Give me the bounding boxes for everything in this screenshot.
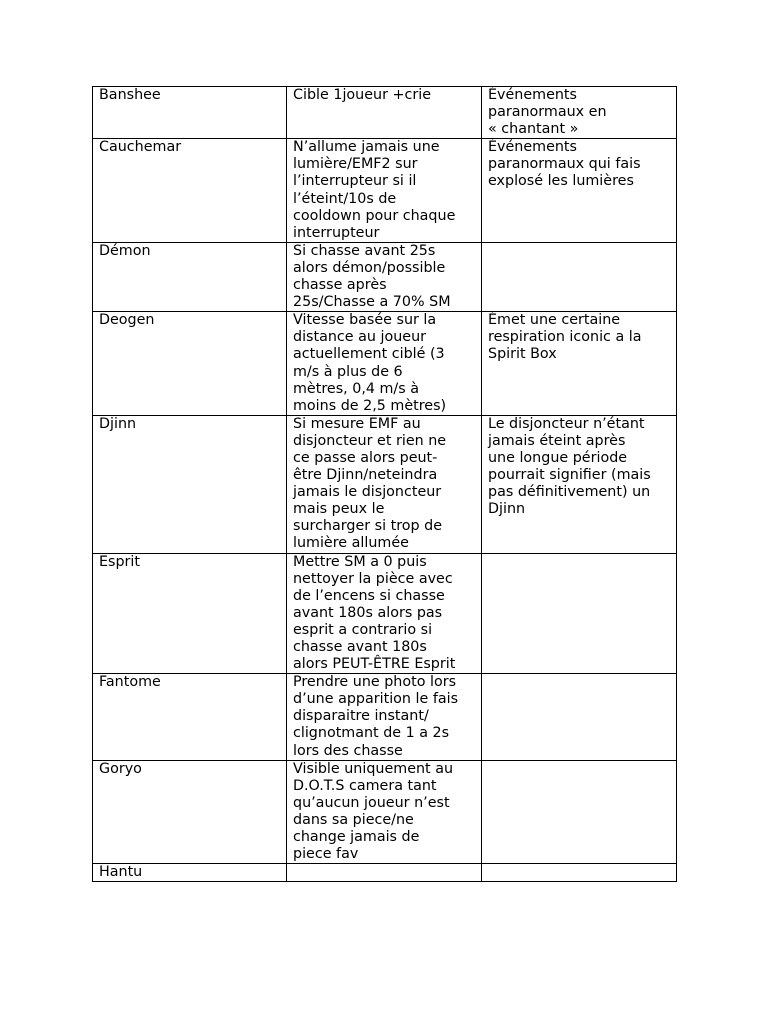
- events-cell: [482, 242, 677, 311]
- table-row: [93, 760, 677, 864]
- ghost-name-cell: Fantome: [93, 674, 287, 760]
- ghost-name-cell: Goryo: [93, 760, 287, 864]
- events-cell: Événements paranormaux qui fais explosé les lumières: [482, 139, 677, 243]
- table-row: [93, 242, 677, 311]
- events-cell: Événements paranormaux en « chantant »: [482, 87, 677, 139]
- events-cell: [482, 674, 677, 760]
- ghost-name-cell: Djinn: [93, 415, 287, 553]
- clue-cell: Cible 1joueur +crie: [287, 87, 482, 139]
- events-cell: [482, 553, 677, 674]
- clue-cell: Vitesse basée sur la distance au joueur actuellement ciblé (3 m/s à plus de 6 mètres, 0,4 m/s à moins de 2,5 mètres): [287, 312, 482, 416]
- events-cell: [482, 760, 677, 864]
- clue-cell: Prendre une photo lors d’une apparition le fais disparaitre instant/ clignotmant de 1 a 2s lors des chasse: [287, 674, 482, 760]
- clue-cell: Si chasse avant 25s alors démon/possible chasse après 25s/Chasse a 70% SM: [287, 242, 482, 311]
- ghost-name-cell: Démon: [93, 242, 287, 311]
- table-row: [93, 312, 677, 416]
- events-cell: Le disjoncteur n’étant jamais éteint après une longue période pourrait signifier (mais pas définitivement) un Djinn: [482, 415, 677, 553]
- table-row: [93, 674, 677, 760]
- events-cell: Émet une certaine respiration iconic a la Spirit Box: [482, 312, 677, 416]
- ghost-name-cell: Esprit: [93, 553, 287, 674]
- ghost-name-cell: Hantu: [93, 864, 287, 882]
- table-row: [93, 415, 677, 553]
- table-row: [93, 864, 677, 882]
- table-row: [93, 553, 677, 674]
- clue-cell: Si mesure EMF au disjoncteur et rien ne ce passe alors peut- être Djinn/neteindra jamais le disjoncteur mais peux le surcharger si trop de lumière allumée: [287, 415, 482, 553]
- table-row: [93, 139, 677, 243]
- ghost-name-cell: Cauchemar: [93, 139, 287, 243]
- ghost-name-cell: Banshee: [93, 87, 287, 139]
- ghost-name-cell: Deogen: [93, 312, 287, 416]
- clue-cell: Mettre SM a 0 puis nettoyer la pièce avec de l’encens si chasse avant 180s alors pas esprit a contrario si chasse avant 180s alors PEUT-ÊTRE Esprit: [287, 553, 482, 674]
- ghost-table: [92, 86, 677, 882]
- clue-cell: [287, 864, 482, 882]
- clue-cell: Visible uniquement au D.O.T.S camera tant qu’aucun joueur n’est dans sa piece/ne change jamais de piece fav: [287, 760, 482, 864]
- events-cell: [482, 864, 677, 882]
- table-row: [93, 87, 677, 139]
- clue-cell: N’allume jamais une lumière/EMF2 sur l’interrupteur si il l’éteint/10s de cooldown pour chaque interrupteur: [287, 139, 482, 243]
